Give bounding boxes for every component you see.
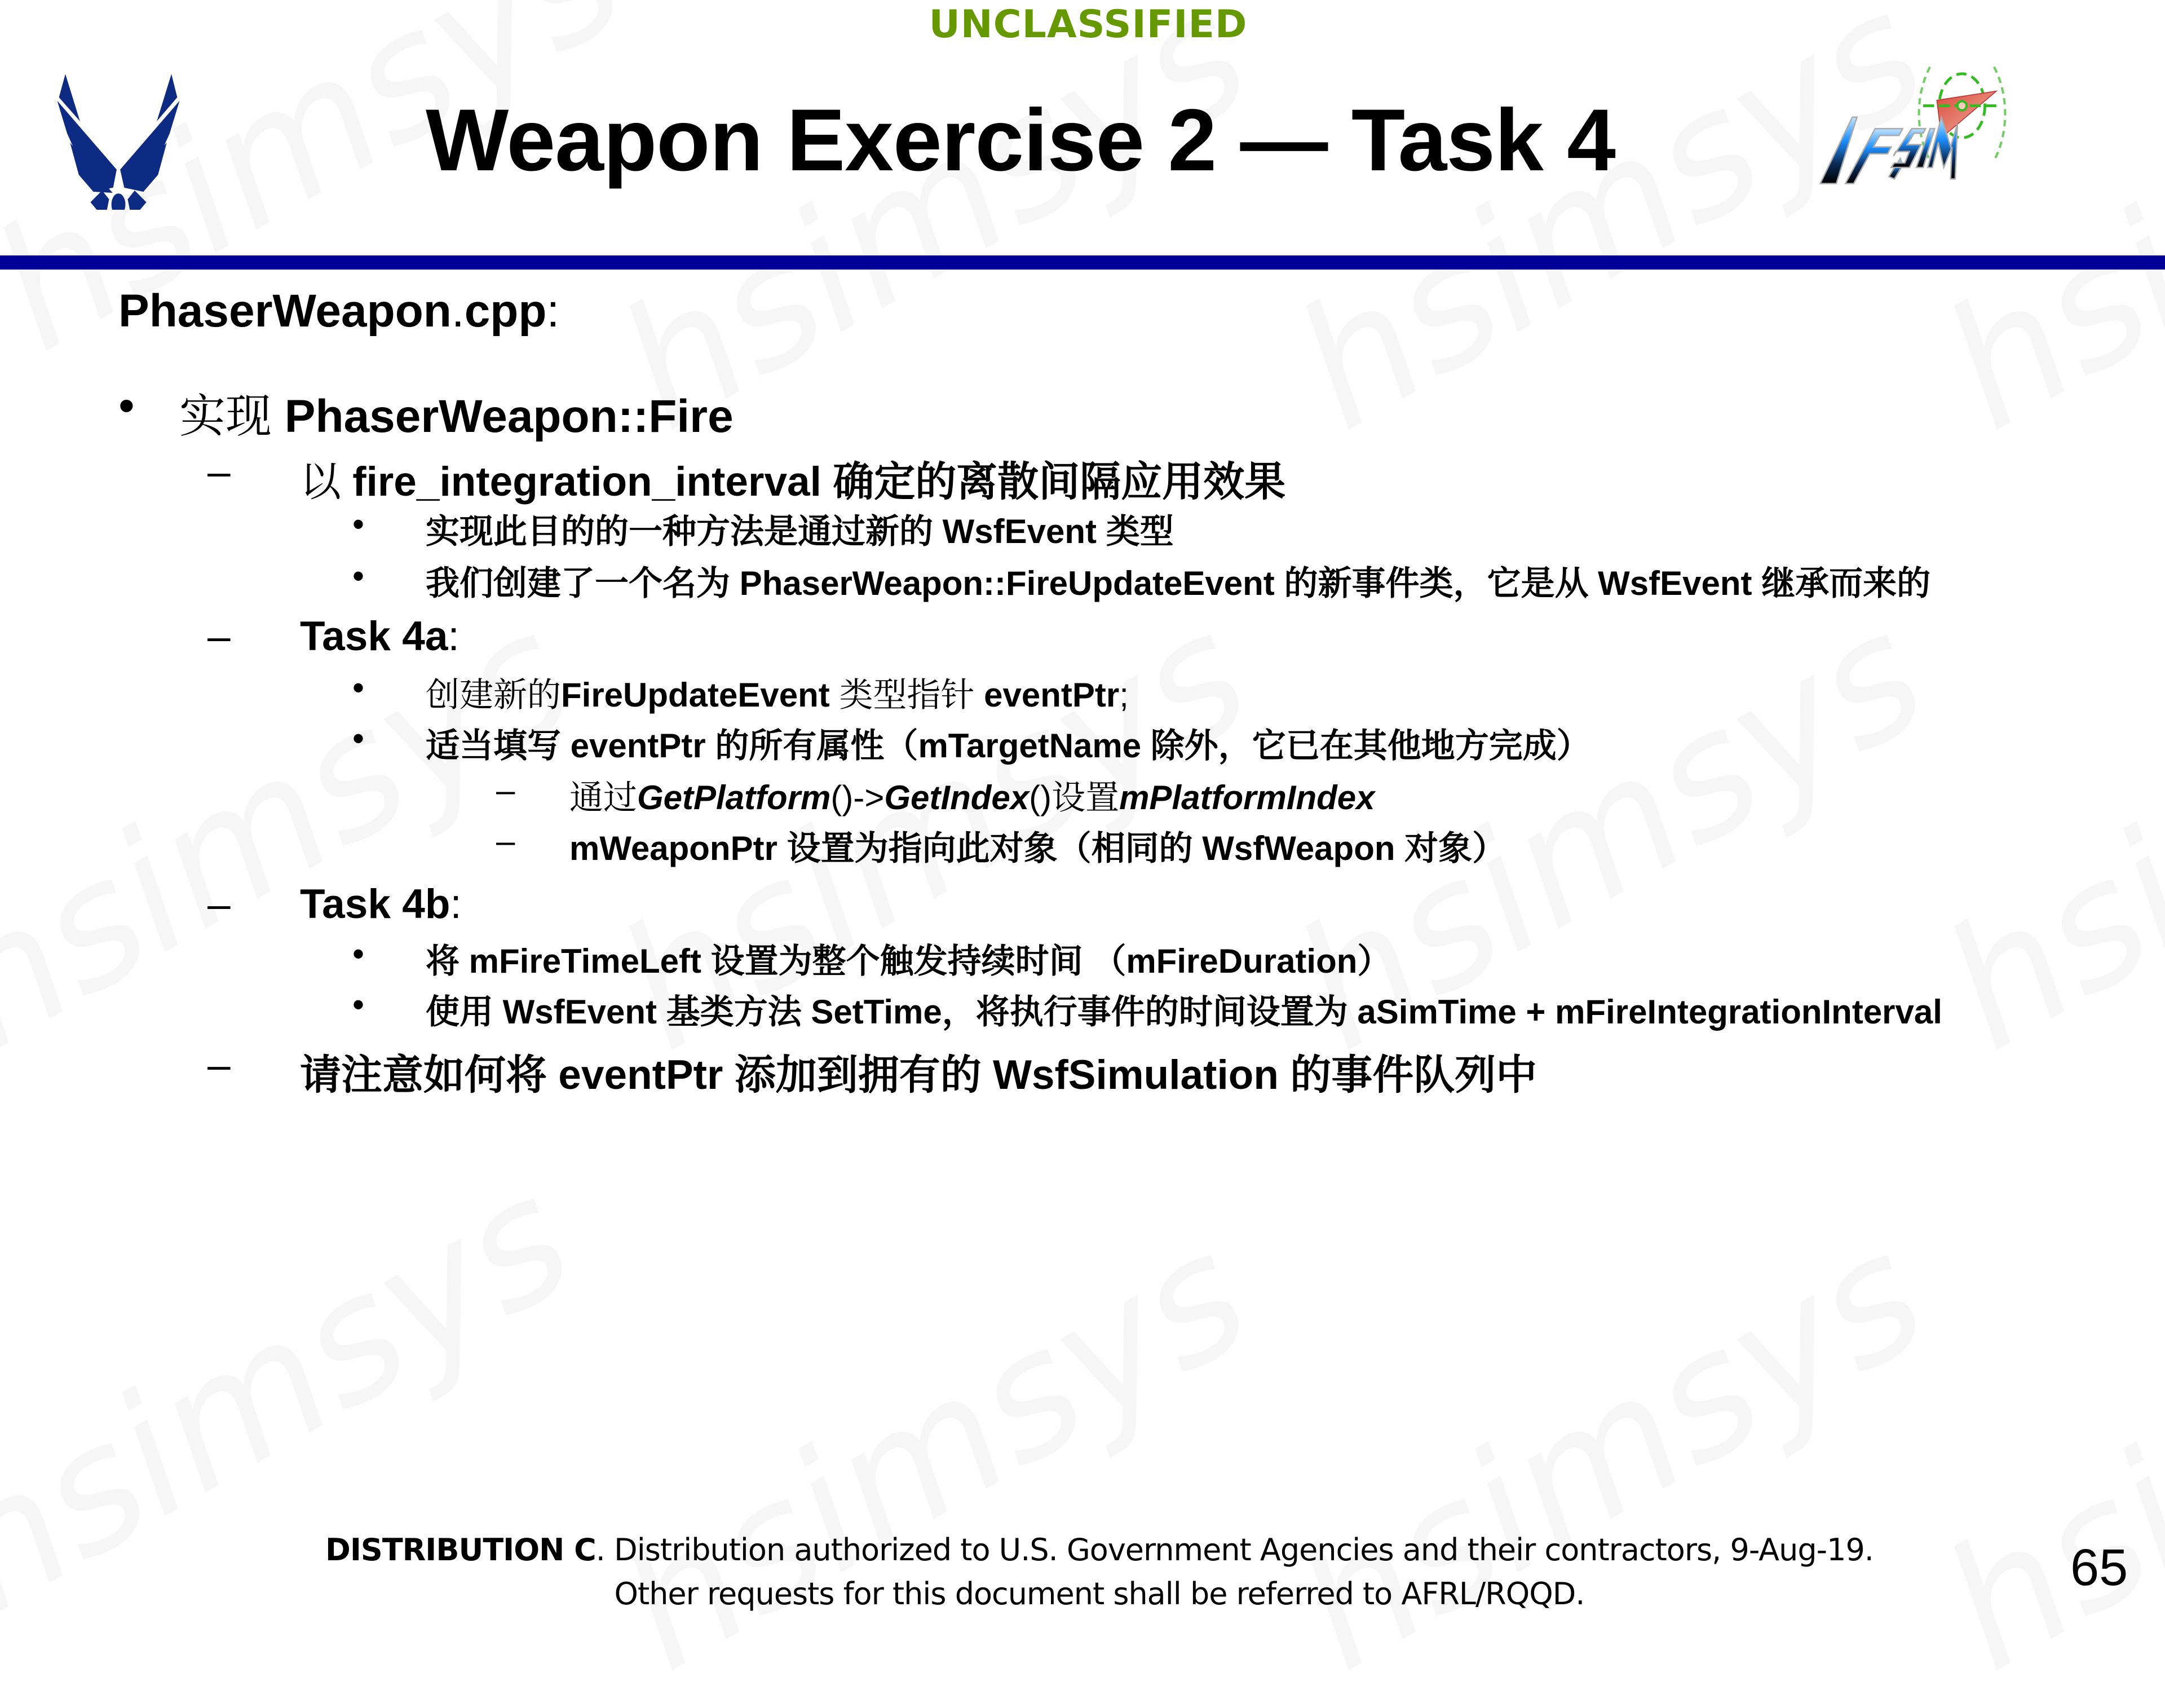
watermark bbox=[1914, 1195, 2165, 1707]
code-term: mFireDuration bbox=[1126, 942, 1358, 980]
item-text: 设置 bbox=[1051, 779, 1120, 817]
distribution-requests: Other requests for this document shall be referred to AFRL/RQQD. bbox=[614, 1576, 1585, 1612]
list-item bbox=[426, 557, 1930, 605]
item-text: 确定的离散间隔应用效果 bbox=[821, 459, 1286, 505]
header-divider-bar bbox=[0, 255, 2165, 270]
usaf-wings-icon bbox=[23, 35, 214, 210]
code-term: PhaserWeapon::FireUpdateEvent bbox=[739, 564, 1275, 602]
item-text: 的新事件类，它是从 bbox=[1274, 564, 1598, 602]
task-label: Task 4b bbox=[300, 881, 450, 927]
item-text: 使用 bbox=[426, 993, 503, 1031]
item-text: 将 bbox=[426, 942, 469, 980]
item-text: 创建新的 bbox=[426, 676, 561, 714]
list-item bbox=[300, 1041, 1537, 1101]
distribution-text: . Distribution authorized to U.S. Government Agencies and their contractors, 9-Aug-19. bbox=[595, 1532, 1874, 1568]
file-heading-colon: : bbox=[546, 285, 560, 337]
code-term: mFireTimeLeft bbox=[469, 942, 701, 980]
item-text: ） bbox=[1357, 942, 1391, 980]
classification-banner: UNCLASSIFIED bbox=[929, 2, 1248, 47]
file-heading-dot: . bbox=[451, 285, 465, 337]
code-term: eventPtr bbox=[570, 727, 706, 765]
list-item bbox=[179, 379, 734, 445]
code-term: mWeaponPtr bbox=[569, 829, 777, 867]
list-item bbox=[300, 448, 1285, 507]
item-text: 实现此目的的一种方法是通过新的 bbox=[426, 513, 943, 550]
slide-title: Weapon Exercise 2 — Task 4 bbox=[426, 91, 1615, 189]
item-text: : bbox=[448, 614, 459, 659]
bullet-marker: • bbox=[352, 720, 365, 757]
list-item bbox=[569, 822, 1506, 870]
bullet-marker: • bbox=[352, 986, 365, 1023]
item-text: 的所有属性（ bbox=[705, 727, 918, 765]
code-term: eventPtr bbox=[984, 676, 1120, 714]
item-text: ()-> bbox=[830, 779, 885, 817]
list-item bbox=[426, 934, 1391, 983]
item-text: 类型 bbox=[1097, 513, 1174, 550]
code-term: PhaserWeapon::Fire bbox=[284, 391, 734, 442]
file-heading-ext: cpp bbox=[464, 285, 547, 337]
code-term: WsfWeapon bbox=[1202, 829, 1395, 867]
list-item bbox=[426, 505, 1174, 553]
dash-marker: – bbox=[496, 822, 515, 860]
file-heading-name: PhaserWeapon bbox=[118, 285, 452, 337]
task-label: Task 4a bbox=[300, 614, 448, 659]
bullet-marker: • bbox=[352, 505, 365, 543]
item-text: 除外，它已在其他地方完成） bbox=[1141, 727, 1590, 765]
task-4b-heading bbox=[300, 881, 462, 928]
item-text: : bbox=[450, 881, 462, 927]
item-text: 请注意如何将 bbox=[300, 1052, 559, 1098]
dash-marker: – bbox=[496, 771, 515, 809]
item-text: 的事件队列中 bbox=[1278, 1052, 1537, 1098]
code-term: fire_integration_interval bbox=[352, 459, 821, 505]
code-term: WsfEvent bbox=[1598, 564, 1752, 602]
bullet-marker: • bbox=[352, 669, 365, 707]
task-4a-heading bbox=[300, 613, 459, 660]
watermark bbox=[1265, 1195, 1955, 1707]
item-text: ; bbox=[1119, 676, 1129, 714]
code-term: SetTime bbox=[811, 993, 942, 1031]
code-term: WsfEvent bbox=[502, 993, 657, 1031]
item-text: 以 bbox=[300, 459, 353, 505]
page-number: 65 bbox=[2070, 1539, 2128, 1596]
code-term: eventPtr bbox=[558, 1052, 723, 1098]
watermark bbox=[589, 1195, 1279, 1707]
item-text: 我们创建了一个名为 bbox=[426, 564, 740, 602]
bullet-marker: • bbox=[118, 380, 135, 431]
dash-marker: – bbox=[207, 1042, 231, 1088]
code-term: mPlatformIndex bbox=[1119, 779, 1375, 817]
item-text: 通过 bbox=[569, 779, 637, 817]
distribution-statement bbox=[0, 1532, 2165, 1568]
code-term: FireUpdateEvent bbox=[561, 676, 830, 714]
item-text: 设置为指向此对象（相同的 bbox=[777, 829, 1203, 867]
file-heading bbox=[118, 285, 559, 338]
bullet-marker: • bbox=[352, 935, 365, 973]
code-term: GetPlatform bbox=[637, 779, 831, 817]
item-text: 类型指针 bbox=[829, 676, 984, 714]
dash-marker: – bbox=[207, 614, 231, 659]
dash-marker: – bbox=[207, 449, 231, 495]
code-term: WsfEvent bbox=[942, 513, 1097, 550]
code-term: mTargetName bbox=[918, 727, 1142, 765]
distribution-label: DISTRIBUTION C bbox=[325, 1532, 596, 1568]
dash-marker: – bbox=[207, 881, 231, 927]
list-item bbox=[426, 719, 1590, 767]
item-text: 基类方法 bbox=[657, 993, 811, 1031]
item-text: ，将执行事件的时间设置为 bbox=[942, 993, 1358, 1031]
watermark bbox=[0, 1139, 602, 1651]
item-text: 实现 bbox=[179, 391, 285, 442]
list-item bbox=[569, 771, 1375, 819]
list-item bbox=[426, 985, 1942, 1034]
item-text: 继承而来的 bbox=[1752, 564, 1931, 602]
afsim-logo-icon bbox=[1793, 42, 2131, 206]
code-term: aSimTime + mFireIntegrationInterval bbox=[1357, 993, 1942, 1031]
item-text: () bbox=[1029, 779, 1052, 817]
bullet-marker: • bbox=[352, 557, 365, 595]
code-term: WsfSimulation bbox=[992, 1052, 1279, 1098]
code-term: GetIndex bbox=[884, 779, 1030, 817]
item-text: 适当填写 bbox=[426, 727, 571, 765]
watermark bbox=[1914, 575, 2165, 1087]
item-text: 添加到拥有的 bbox=[723, 1052, 993, 1098]
item-text: 对象） bbox=[1395, 829, 1506, 867]
item-text: 设置为整个触发持续时间 （ bbox=[701, 942, 1126, 980]
list-item bbox=[426, 668, 1129, 717]
